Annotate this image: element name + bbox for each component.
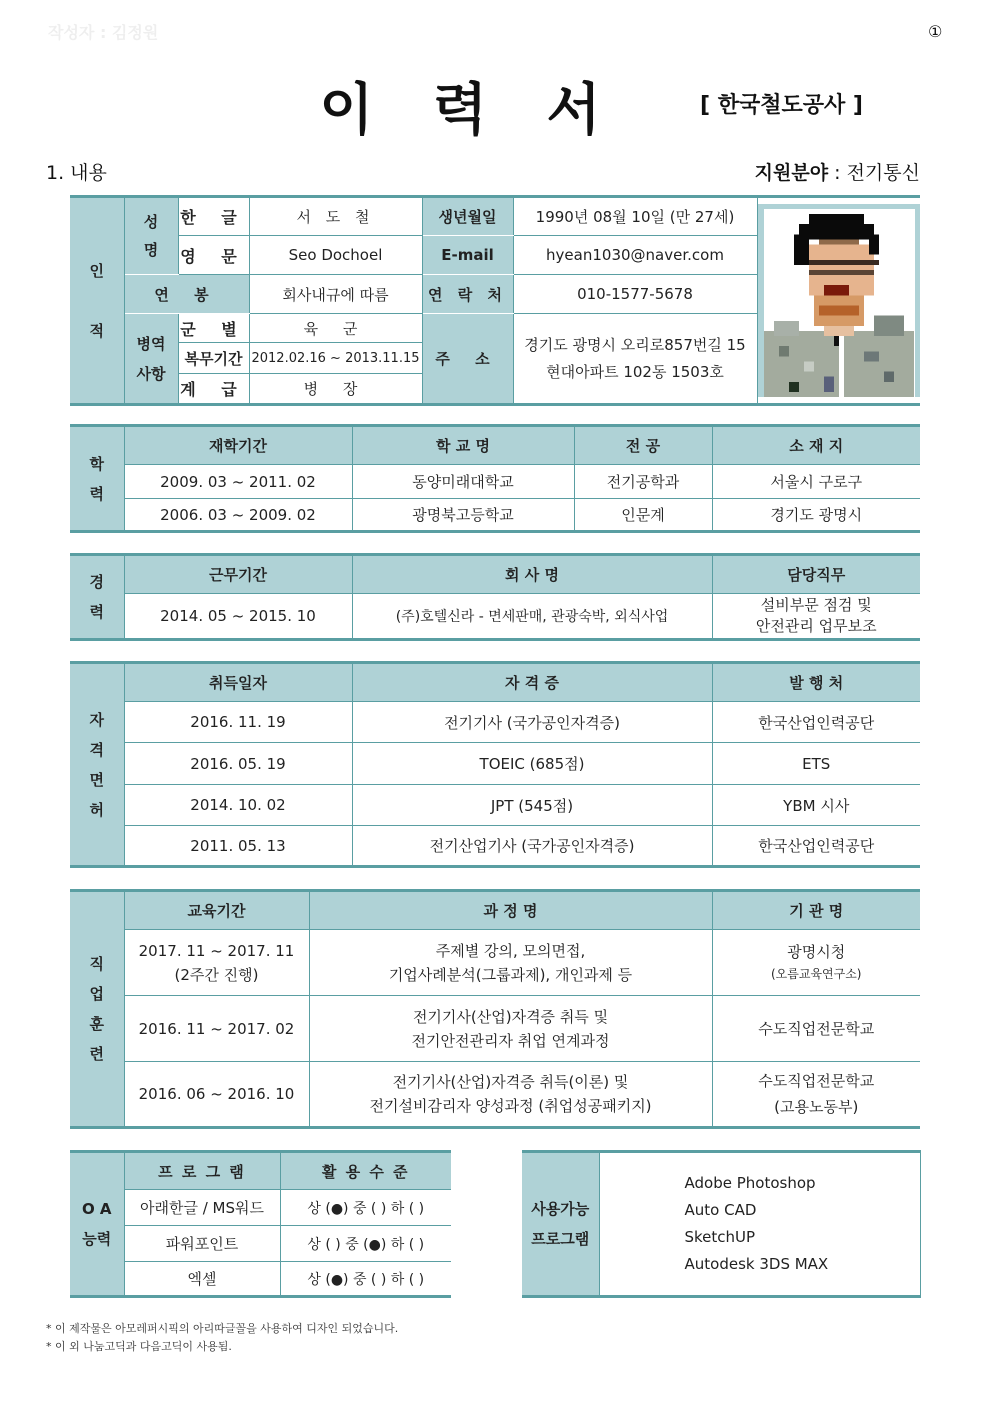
table-row bbox=[70, 743, 920, 785]
edu-school: 동양미래대학교 bbox=[352, 465, 574, 499]
training-course-line: 전기기사(산업)자격증 취득 및 bbox=[412, 1007, 609, 1026]
document-title: 이 력 서 bbox=[319, 78, 621, 143]
column-header: 취득일자 bbox=[124, 663, 352, 702]
training-period-line: (2주간 진행) bbox=[174, 965, 259, 984]
training-org-line: 광명시청 bbox=[787, 942, 846, 961]
training-period-line: 2017. 11 ~ 2017. 11 bbox=[138, 941, 295, 960]
programs-table bbox=[522, 1150, 921, 1298]
column-header: 교육기간 bbox=[124, 891, 309, 930]
apply-value: 전기통신 bbox=[846, 162, 920, 184]
english-name-value: Seo Dochoel bbox=[249, 236, 422, 275]
table-row bbox=[70, 996, 920, 1062]
cert-date: 2014. 10. 02 bbox=[124, 785, 352, 826]
table-row bbox=[70, 785, 920, 826]
page-number: ① bbox=[928, 22, 943, 41]
oa-program: 파워포인트 bbox=[124, 1226, 280, 1262]
side-char: 련 bbox=[89, 1045, 104, 1063]
training-org-line: (오름교육연구소) bbox=[770, 966, 862, 981]
photo-frame bbox=[758, 204, 921, 397]
column-header: 담당직무 bbox=[712, 555, 920, 594]
edu-period: 2009. 03 ~ 2011. 02 bbox=[124, 465, 352, 499]
branch-label: 군 별 bbox=[178, 314, 249, 343]
apply-label: 지원분야 bbox=[754, 162, 829, 184]
oa-program: 엑셀 bbox=[124, 1262, 280, 1297]
english-name-label: 영 문 bbox=[178, 236, 249, 275]
military-label bbox=[124, 314, 178, 405]
apply-field bbox=[600, 158, 920, 185]
column-header: 발 행 처 bbox=[712, 663, 920, 702]
training-course bbox=[309, 996, 712, 1062]
phone-label: 연 락 처 bbox=[422, 275, 513, 314]
birth-value: 1990년 08월 10일 (만 27세) bbox=[513, 197, 757, 236]
edu-period: 2006. 03 ~ 2009. 02 bbox=[124, 499, 352, 532]
cert-name: JPT (545점) bbox=[352, 785, 712, 826]
training-course-line: 전기설비감리자 양성과정 (취업성공패키지) bbox=[369, 1097, 652, 1115]
side-line: 사용가능 bbox=[531, 1200, 590, 1218]
edu-school: 광명북고등학교 bbox=[352, 499, 574, 532]
training-org-line: 수도직업전문학교 bbox=[758, 1020, 875, 1038]
training-course-line: 전기안전관리자 취업 연계과정 bbox=[411, 1031, 610, 1050]
salary-label: 연 봉 bbox=[124, 275, 249, 314]
personal-side-label bbox=[70, 197, 124, 405]
cert-date: 2016. 05. 19 bbox=[124, 743, 352, 785]
cert-date: 2011. 05. 13 bbox=[124, 826, 352, 867]
career-table bbox=[70, 553, 920, 641]
korean-name-label: 한 글 bbox=[178, 197, 249, 236]
table-row bbox=[70, 465, 920, 499]
cert-name: 전기산업기사 (국가공인자격증) bbox=[352, 826, 712, 867]
program-item: Autodesk 3DS MAX bbox=[684, 1255, 829, 1273]
cert-issuer: 한국산업인력공단 bbox=[712, 702, 920, 743]
side-char: 훈 bbox=[89, 1015, 104, 1033]
oa-level: 상 (●) 중 ( ) 하 ( ) bbox=[280, 1190, 451, 1226]
training-org-line: 수도직업전문학교 bbox=[758, 1072, 875, 1090]
edu-location: 경기도 광명시 bbox=[712, 499, 920, 532]
training-course-line: 기업사례분석(그룹과제), 개인과제 등 bbox=[388, 965, 633, 984]
side-char: 업 bbox=[89, 985, 104, 1003]
table-row bbox=[70, 594, 920, 640]
side-char: 인 bbox=[89, 261, 104, 280]
side-char: 허 bbox=[89, 800, 104, 819]
career-duty-line: 안전관리 업무보조 bbox=[755, 617, 877, 635]
name-label bbox=[124, 197, 178, 275]
name-label-char: 성 bbox=[143, 213, 159, 231]
cert-name: TOEIC (685점) bbox=[352, 743, 712, 785]
oa-program: 아래한글 / MS워드 bbox=[124, 1190, 280, 1226]
side-char: 직 bbox=[89, 955, 104, 973]
column-header: 과 정 명 bbox=[309, 891, 712, 930]
column-header: 근무기간 bbox=[124, 555, 352, 594]
email-value: hyean1030@naver.com bbox=[513, 236, 757, 275]
military-label-line: 사항 bbox=[136, 364, 166, 383]
career-duty-line: 설비부문 점검 및 bbox=[760, 596, 872, 614]
program-item: Auto CAD bbox=[684, 1201, 757, 1219]
address-label: 주 소 bbox=[422, 314, 513, 405]
cert-issuer: ETS bbox=[712, 743, 920, 785]
training-period bbox=[124, 996, 309, 1062]
training-period-line: 2016. 06 ~ 2016. 10 bbox=[138, 1085, 295, 1103]
programs-side-label bbox=[522, 1152, 599, 1297]
side-char: 학 bbox=[89, 454, 104, 473]
table-row bbox=[70, 1062, 920, 1128]
military-label-line: 병역 bbox=[136, 334, 166, 353]
training-org bbox=[712, 930, 920, 996]
training-org-line: (고용노동부) bbox=[774, 1098, 859, 1116]
side-line: 능력 bbox=[82, 1230, 112, 1248]
phone-value: 010-1577-5678 bbox=[513, 275, 757, 314]
oa-level: 상 (●) 중 ( ) 하 ( ) bbox=[280, 1262, 451, 1297]
training-course-line: 주제별 강의, 모의면접, bbox=[435, 941, 586, 960]
section-heading: 1. 내용 bbox=[46, 162, 107, 184]
salary-value: 회사내규에 따름 bbox=[249, 275, 422, 314]
training-period-line: 2016. 11 ~ 2017. 02 bbox=[138, 1019, 295, 1038]
profile-photo bbox=[764, 209, 914, 397]
side-char: 경 bbox=[89, 573, 104, 591]
footnote: * 이 외 나눔고딕과 다음고딕이 사용됨. bbox=[46, 1340, 232, 1353]
column-header: 회 사 명 bbox=[352, 555, 712, 594]
column-header: 학 교 명 bbox=[352, 426, 574, 465]
side-char: 자 bbox=[89, 710, 104, 729]
table-row bbox=[70, 1262, 451, 1297]
table-row bbox=[70, 1190, 451, 1226]
career-duty bbox=[712, 594, 920, 640]
branch-value: 육 군 bbox=[249, 314, 422, 343]
side-char: 격 bbox=[89, 740, 104, 759]
programs-list bbox=[599, 1152, 920, 1297]
personal-info-table bbox=[70, 195, 920, 406]
column-header: 전 공 bbox=[574, 426, 712, 465]
name-label-char: 명 bbox=[143, 241, 159, 259]
training-table bbox=[70, 889, 920, 1129]
oa-skills-table bbox=[70, 1150, 451, 1298]
photo-cell bbox=[757, 197, 920, 405]
training-course bbox=[309, 1062, 712, 1128]
training-period bbox=[124, 1062, 309, 1128]
cert-name: 전기기사 (국가공인자격증) bbox=[352, 702, 712, 743]
certifications-table bbox=[70, 661, 920, 868]
side-line: O A bbox=[81, 1200, 112, 1218]
edu-major: 인문계 bbox=[574, 499, 712, 532]
author-watermark: 작성자 : 김정원 bbox=[48, 23, 159, 42]
table-row bbox=[70, 930, 920, 996]
rank-value: 병 장 bbox=[249, 374, 422, 405]
column-header: 프 로 그 램 bbox=[124, 1152, 280, 1190]
career-period: 2014. 05 ~ 2015. 10 bbox=[124, 594, 352, 640]
cert-date: 2016. 11. 19 bbox=[124, 702, 352, 743]
training-org bbox=[712, 1062, 920, 1128]
address-value bbox=[513, 314, 757, 405]
cert-issuer: YBM 시사 bbox=[712, 785, 920, 826]
address-line-2: 현대아파트 102동 1503호 bbox=[546, 362, 724, 381]
certs-side-label bbox=[70, 663, 124, 867]
side-line: 프로그램 bbox=[531, 1230, 590, 1248]
table-row bbox=[70, 702, 920, 743]
education-side-label bbox=[70, 426, 124, 532]
side-char: 력 bbox=[89, 603, 104, 621]
training-course bbox=[309, 930, 712, 996]
table-row bbox=[70, 826, 920, 867]
training-period bbox=[124, 930, 309, 996]
rank-label: 계 급 bbox=[178, 374, 249, 405]
training-side-label bbox=[70, 891, 124, 1128]
side-char: 면 bbox=[89, 770, 104, 789]
table-row bbox=[70, 1226, 451, 1262]
email-label: E-mail bbox=[422, 236, 513, 275]
program-item: SketchUP bbox=[684, 1228, 756, 1246]
apply-separator: : bbox=[828, 162, 847, 184]
career-side-label bbox=[70, 555, 124, 640]
edu-location: 서울시 구로구 bbox=[712, 465, 920, 499]
table-row bbox=[70, 499, 920, 532]
cert-issuer: 한국산업인력공단 bbox=[712, 826, 920, 867]
korean-name-value: 서 도 철 bbox=[249, 197, 422, 236]
column-header: 자 격 증 bbox=[352, 663, 712, 702]
training-org bbox=[712, 996, 920, 1062]
oa-side-label bbox=[70, 1152, 124, 1297]
service-label: 복무기간 bbox=[178, 343, 249, 374]
column-header: 소 재 지 bbox=[712, 426, 920, 465]
oa-level: 상 ( ) 중 (●) 하 ( ) bbox=[280, 1226, 451, 1262]
side-char: 력 bbox=[89, 484, 104, 503]
column-header: 기 관 명 bbox=[712, 891, 920, 930]
birth-label: 생년월일 bbox=[422, 197, 513, 236]
column-header: 재학기간 bbox=[124, 426, 352, 465]
career-company: (주)호텔신라 - 면세판매, 관광숙박, 외식사업 bbox=[352, 594, 712, 640]
company-name: [ 한국철도공사 ] bbox=[700, 93, 863, 118]
education-table bbox=[70, 424, 920, 533]
program-item: Adobe Photoshop bbox=[684, 1174, 816, 1192]
column-header: 활 용 수 준 bbox=[280, 1152, 451, 1190]
service-value: 2012.02.16 ~ 2013.11.15 bbox=[249, 343, 422, 374]
footnote: * 이 제작물은 아모레퍼시픽의 아리따글꼴을 사용하여 디자인 되었습니다. bbox=[46, 1322, 399, 1335]
training-course-line: 전기기사(산업)자격증 취득(이론) 및 bbox=[392, 1073, 629, 1091]
address-line-1: 경기도 광명시 오리로857번길 15 bbox=[524, 335, 746, 354]
side-char: 적 bbox=[89, 321, 104, 340]
edu-major: 전기공학과 bbox=[574, 465, 712, 499]
